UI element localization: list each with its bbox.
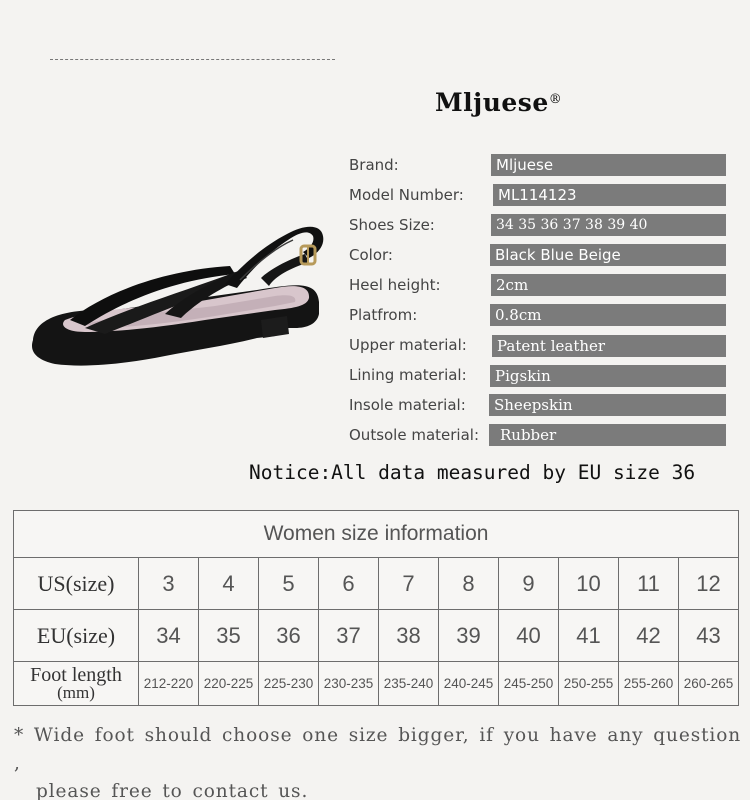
foot-length-cell: 212-220 [139,662,199,706]
foot-length-cell: 225-230 [259,662,319,706]
spec-label-brand: Brand: [349,156,399,174]
foot-length-cell: 230-235 [319,662,379,706]
foot-length-cell: 250-255 [559,662,619,706]
foot-length-cell: 255-260 [619,662,679,706]
spec-label-shoes-size: Shoes Size: [349,216,435,234]
eu-size-cell: 36 [259,610,319,662]
spec-value-heel-height: 2cm [491,274,726,296]
eu-size-row [14,610,739,662]
footnote-line-1: * Wide foot should choose one size bigger, if you have any question , [14,725,742,774]
foot-length-cell: 245-250 [499,662,559,706]
foot-length-label: Foot length (mm) [14,662,139,706]
eu-size-cell: 37 [319,610,379,662]
footnote-line-2: please free to contact us. [36,781,309,800]
us-size-cell: 12 [679,558,739,610]
spec-label-model-number: Model Number: [349,186,464,204]
eu-size-label: EU(size) [14,610,139,662]
us-size-cell: 5 [259,558,319,610]
eu-size-cell: 38 [379,610,439,662]
notice-text: Notice:All data measured by EU size 36 [249,461,696,484]
sandal-product-image [25,210,330,380]
us-size-cell: 3 [139,558,199,610]
spec-label-upper-material: Upper material: [349,336,467,354]
us-size-cell: 9 [499,558,559,610]
eu-size-cell: 43 [679,610,739,662]
size-chart-table [13,510,739,706]
us-size-cell: 7 [379,558,439,610]
us-size-row [14,558,739,610]
dashed-divider [50,59,335,60]
us-size-cell: 10 [559,558,619,610]
spec-label-color: Color: [349,246,393,264]
foot-length-row [14,662,739,706]
spec-value-lining-material: Pigskin [490,365,726,387]
foot-length-cell: 235-240 [379,662,439,706]
eu-size-cell: 41 [559,610,619,662]
eu-size-cell: 34 [139,610,199,662]
eu-size-cell: 35 [199,610,259,662]
us-size-cell: 8 [439,558,499,610]
spec-label-outsole-material: Outsole material: [349,426,480,444]
spec-label-lining-material: Lining material: [349,366,467,384]
footnote [14,722,750,800]
foot-length-cell: 260-265 [679,662,739,706]
us-size-cell: 11 [619,558,679,610]
eu-size-cell: 42 [619,610,679,662]
eu-size-cell: 40 [499,610,559,662]
spec-label-platform: Platfrom: [349,306,418,324]
spec-label-heel-height: Heel height: [349,276,441,294]
spec-label-insole-material: Insole material: [349,396,466,414]
spec-value-shoes-size: 34 35 36 37 38 39 40 [491,214,726,236]
spec-value-upper-material: Patent leather [492,335,726,357]
foot-length-cell: 220-225 [199,662,259,706]
spec-value-model-number: ML114123 [493,184,726,206]
spec-value-platform: 0.8cm [490,304,726,326]
size-table-title: Women size information [14,511,739,558]
spec-value-outsole-material: Rubber [489,424,726,446]
us-size-cell: 6 [319,558,379,610]
spec-value-insole-material: Sheepskin [489,394,726,416]
eu-size-cell: 39 [439,610,499,662]
brand-logo: Mljuese® [435,88,563,117]
us-size-label: US(size) [14,558,139,610]
spec-value-color: Black Blue Beige [490,244,726,266]
us-size-cell: 4 [199,558,259,610]
foot-length-cell: 240-245 [439,662,499,706]
spec-value-brand: Mljuese [491,154,726,176]
